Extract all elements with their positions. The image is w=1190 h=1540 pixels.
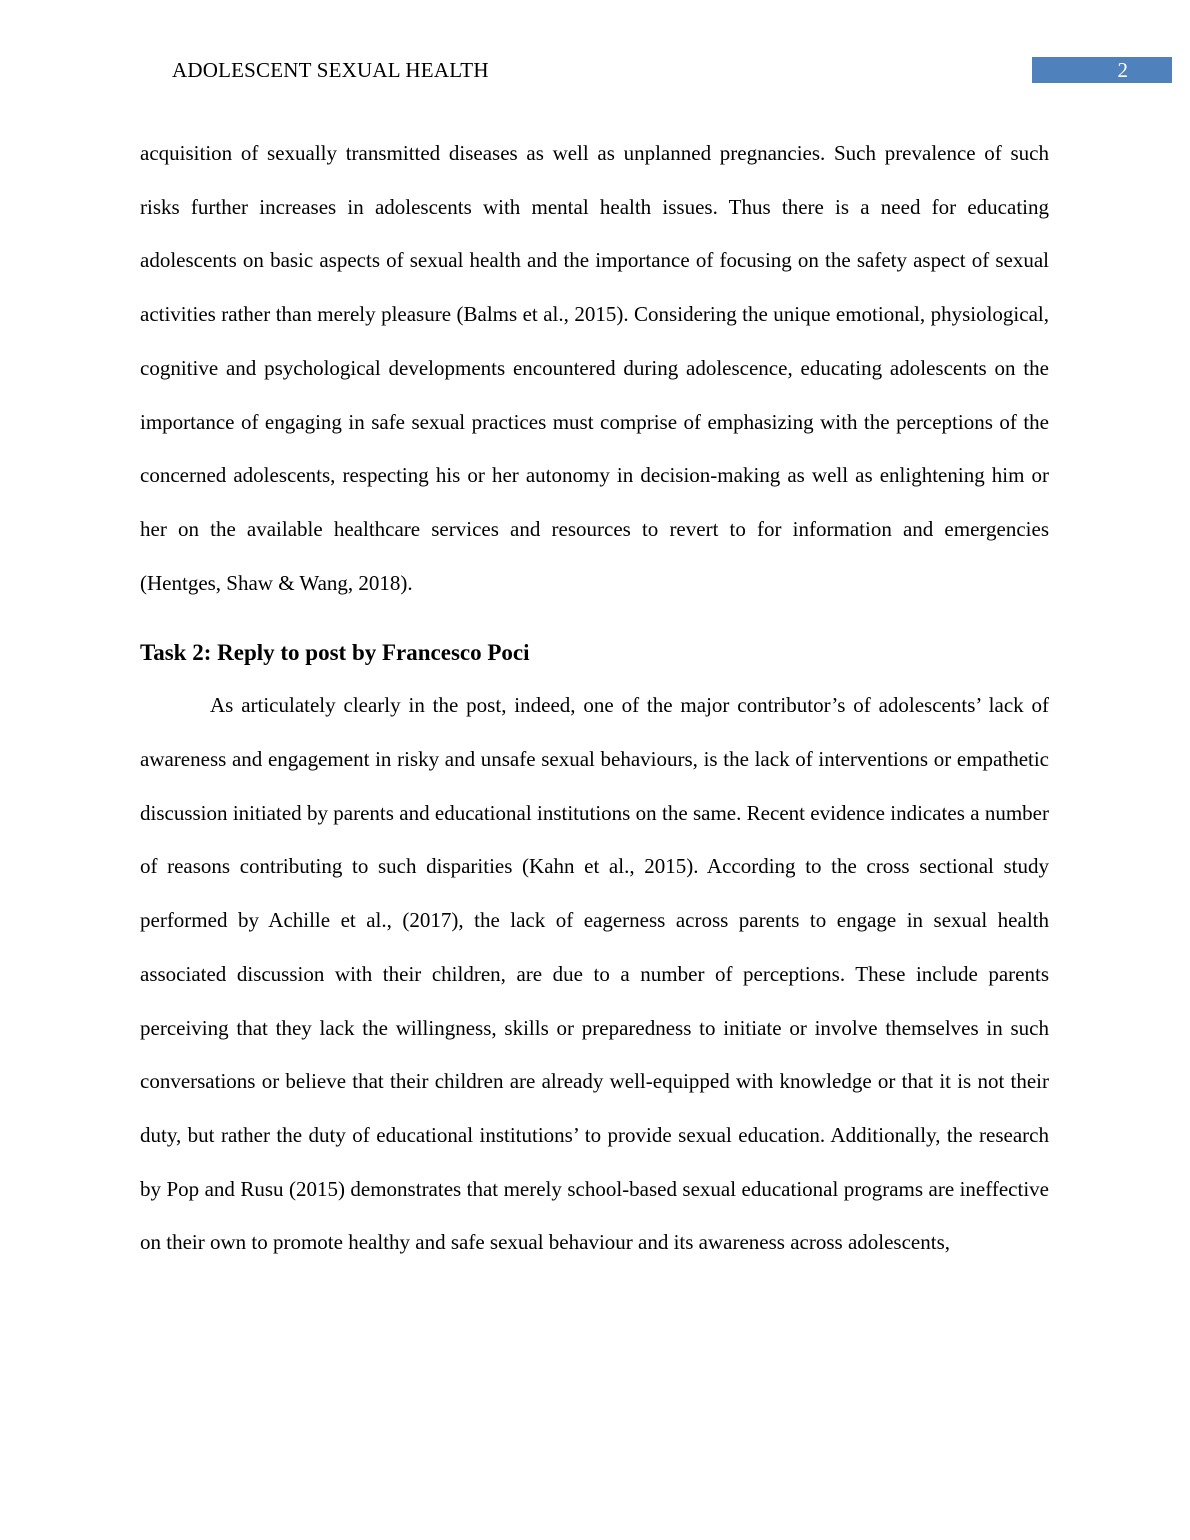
section-heading-task-2: Task 2: Reply to post by Francesco Poci xyxy=(140,640,530,666)
body-paragraph-2: As articulately clearly in the post, indeed, one of the major contributor’s of adolescents’ lack of awareness and engagement in risky and unsafe sexual behaviours, is the lack of interventions or empathetic discussion initiated by parents and educational institutions on the same. Recent evidence indicates a number of reasons contributing to such disparities (Kahn et al., 2015). According to the cross sectional study performed by Achille et al., (2017), the lack of eagerness across parents to engage in sexual health associated discussion with their children, are due to a number of perceptions. These include parents perceiving that they lack the willingness, skills or preparedness to initiate or involve themselves in such conversations or believe that their children are already well-equipped with knowledge or that it is not their duty, but rather the duty of educational institutions’ to provide sexual education. Additionally, the research by Pop and Rusu (2015) demonstrates that merely school-based sexual educational programs are ineffective on their own to promote healthy and safe sexual behaviour and its awareness across adolescents, xyxy=(140,693,1049,1255)
body-paragraph-1: acquisition of sexually transmitted diseases as well as unplanned pregnancies. Such prevalence of such risks further increases in adolescents with mental health issues. Thus there is a need for educating adolescents on basic aspects of sexual health and the importance of focusing on the safety aspect of sexual activities rather than merely pleasure (Balms et al., 2015). Considering the unique emotional, physiological, cognitive and psychological developments encountered during adolescence, educating adolescents on the importance of engaging in safe sexual practices must comprise of emphasizing with the perceptions of the concerned adolescents, respecting his or her autonomy in decision-making as well as enlightening him or her on the available healthcare services and resources to revert to for information and emergencies (Hentges, Shaw & Wang, 2018). xyxy=(140,141,1049,595)
document-body xyxy=(140,127,1049,1270)
page-number-box xyxy=(1032,57,1172,83)
running-head: ADOLESCENT SEXUAL HEALTH xyxy=(172,58,489,82)
page-number: 2 xyxy=(1117,58,1128,82)
